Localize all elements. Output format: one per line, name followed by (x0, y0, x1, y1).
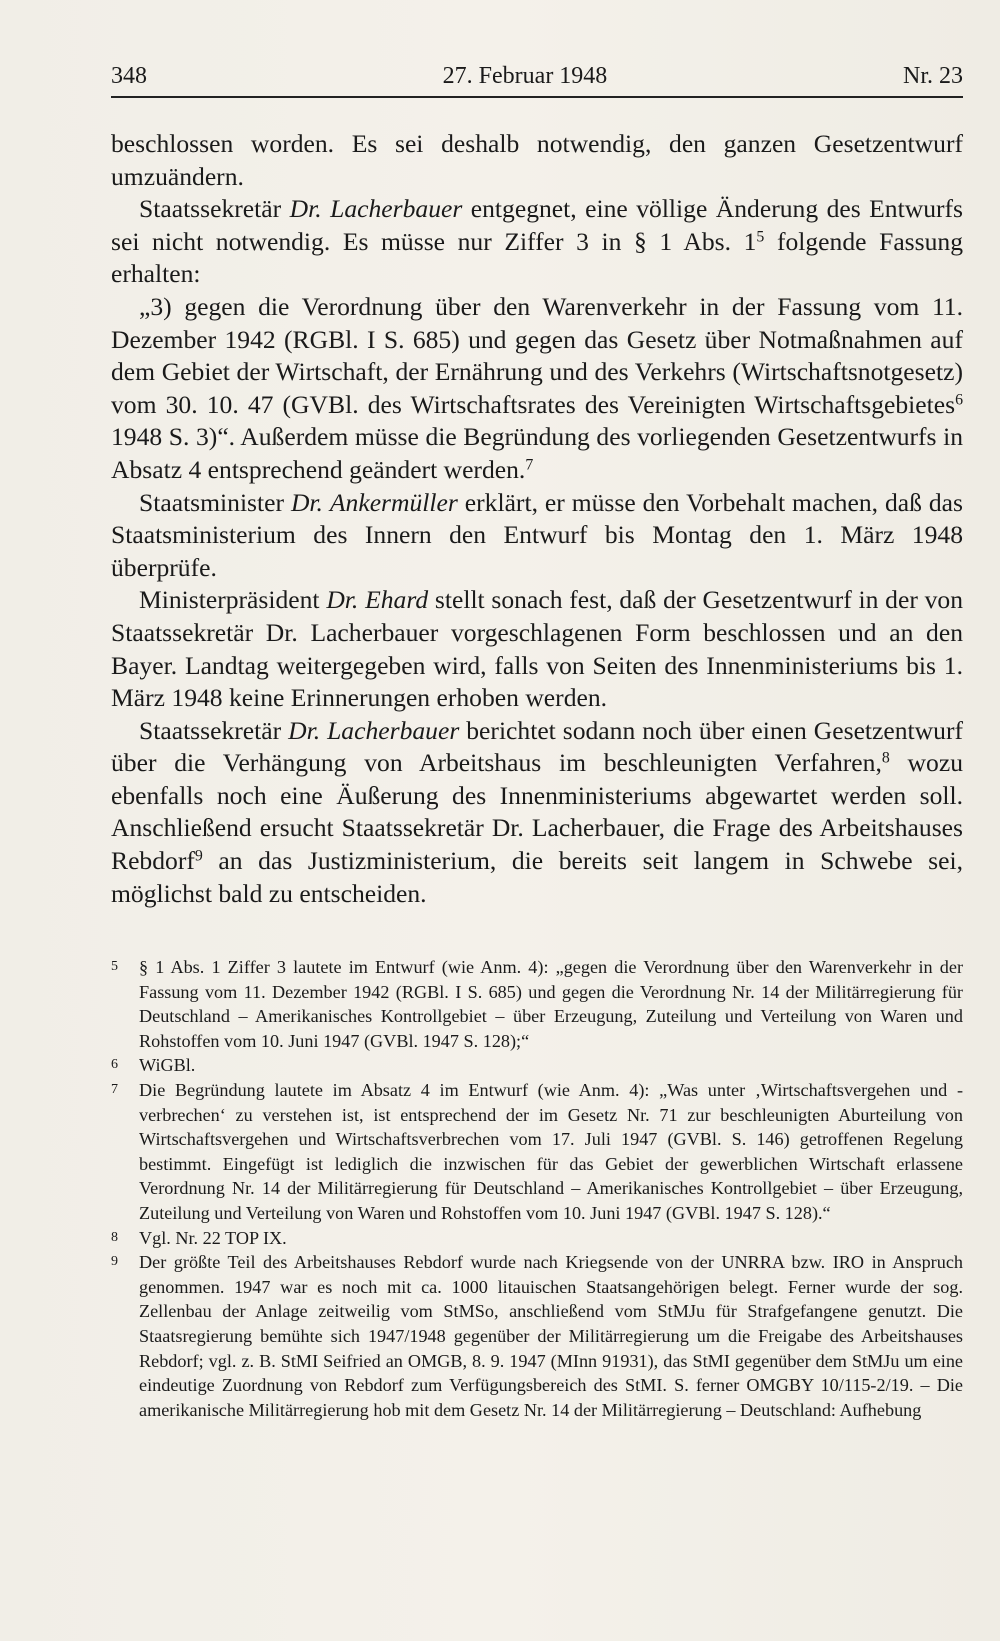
speaker-title: Dr. (326, 585, 359, 615)
paragraph: beschlossen worden. Es sei deshalb notwendig, den ganzen Gesetzentwurf umzuändern. (111, 129, 963, 191)
paragraph: „3) gegen die Verordnung über den Warenverkehr in der Fassung vom 11. Dezember 1942 (RGBl. I S. 685) und gegen das Gesetz über Notmaßnahmen auf dem Gebiet der Wirtschaft, der Ernährung und des Verkehrs (Wirtschaftsnotgesetz) vom 30. 10. 47 (GVBl. des Wirtschaftsrates des Vereinigten Wirtschaftsgebietes$^6$ 1948 S. 3)“. Außerdem müsse die Begründung des vorliegenden Gesetzentwurfs in Absatz 4 entsprechend geändert werden.$^7$ (111, 291, 963, 484)
main-text (111, 128, 963, 910)
footnote-ref: 9 (194, 847, 203, 865)
footnote-number: 6 (111, 1057, 118, 1073)
footnote-text: § 1 Abs. 1 Ziffer 3 lautete im Entwurf (wie Anm. 4): „gegen die Verordnung über den Warenverkehr in der Fassung vom 11. Dezember 1942 (RGBl. I S. 685) und gegen die Verordnung Nr. 14 der Militärregierung für Deutschland – Amerikanisches Kontrollgebiet – über Erzeugung, Zuteilung und Verteilung von Waren und Rohstoffen vom 10. Juni 1947 (GVBl. 1947 S. 128);“ (139, 957, 963, 1051)
paragraph: Staatsminister Dr. Ankermüller erklärt, er müsse den Vorbehalt machen, daß das Staatsministerium des Innern den Entwurf bis Montag den 1. März 1948 überprüfe. (111, 487, 963, 582)
speaker-title: Dr. (289, 194, 322, 224)
speaker-title: Dr. (290, 487, 323, 517)
paragraph: Ministerpräsident Dr. Ehard stellt sonach fest, daß der Gesetzentwurf in der von Staatssekretär Dr. Lacherbauer vorgeschlagenen Form beschlossen und an den Bayer. Landtag weitergegeben wird, falls von Seiten des Innenministeriums bis 1. März 1948 keine Erinnerungen erhoben werden. (111, 585, 963, 713)
speaker-title: Dr. (288, 715, 321, 745)
footnote-ref: 7 (525, 456, 534, 474)
footnotes (111, 955, 963, 1422)
header-date: 27. Februar 1948 (442, 63, 608, 89)
footnote (111, 1250, 963, 1422)
issue-number: Nr. 23 (902, 63, 963, 89)
footnote-number: 9 (111, 1254, 118, 1270)
page-header (111, 60, 963, 98)
footnote (111, 1226, 963, 1251)
footnote (111, 1078, 963, 1226)
paragraph: Staatssekretär Dr. Lacherbauer entgegnet, eine völlige Änderung des Entwurfs sei nicht notwendig. Es müsse nur Ziffer 3 in § 1 Abs. $1^5$ folgende Fassung erhalten: (111, 194, 964, 289)
footnote-number: 5 (111, 959, 118, 974)
page-number: 348 (111, 63, 147, 89)
speaker-name: Ehard (365, 585, 429, 615)
footnote-number: 8 (111, 1229, 118, 1245)
speaker-name: Ankermüller (329, 487, 458, 517)
footnote-text: WiGBl. (139, 1055, 196, 1076)
footnote (111, 955, 963, 1053)
footnote-text: Vgl. Nr. 22 TOP IX. (139, 1227, 287, 1248)
footnote-text: Die Begründung lautete im Absatz 4 im Entwurf (wie Anm. 4): „Was unter ‚Wirtschaftsvergehen und -verbrechen‘ zu verstehen ist, ist entsprechend der im Gesetz Nr. 71 zur beschleunigten Aburteilung von Wirtschaftsvergehen und Wirtschaftsverbrechen vom 17. Juli 1947 (GVBl. S. 146) getroffenen Regelung bestimmt. Eingefügt ist lediglich die inzwischen für das Gebiet der gewerblichen Wirtschaft erlassene Verordnung Nr. 14 der Militärregierung für Deutschland – Amerikanisches Kontrollgebiet – über Erzeugung, Zuteilung und Verteilung von Waren und Rohstoffen vom 10. Juni 1947 (GVBl. 1947 S. 128).“ (139, 1079, 963, 1223)
speaker-name: Lacherbauer (330, 194, 463, 224)
speaker-name: Lacherbauer (327, 715, 460, 745)
paragraph: Staatssekretär Dr. Lacherbauer berichtet sodann noch über einen Gesetzentwurf über die Verhängung von Arbeitshaus im beschleunigten Verfahren,$^8$ wozu ebenfalls noch eine Äußerung des Innenministeriums abgewartet werden soll. Anschließend ersucht Staatssekretär Dr. Lacherbauer, die Frage des Arbeitshauses Rebdorf$^9$ an das Justizministerium, die bereits seit langem in Schwebe sei, möglichst bald zu entscheiden. (111, 715, 963, 908)
footnote-text: Der größte Teil des Arbeitshauses Rebdorf wurde nach Kriegsende von der UNRRA bzw. IRO in Anspruch genommen. 1947 war es noch mit ca. 1000 litauischen Staatsangehörigen belegt. Ferner wurde der sog. Zellenbau der Anlage zeitweilig vom StMSo, anschließend vom StMJu für Strafgefangene genutzt. Die Staatsregierung bemühte sich 1947/1948 gegenüber der Militärregierung um die Freigabe des Arbeitshauses Rebdorf; vgl. z. B. StMI Seifried an OMGB, 8. 9. 1947 (MInn 91931), das StMI gegenüber dem StMJu um eine eindeutige Zuordnung von Rebdorf zum Verfügungsbereich des StMI. S. ferner OMGBY 10/115-2/19. – Die amerikanische Militärregierung hob mit dem Gesetz Nr. 14 der Militärregierung – Deutschland: Aufhebung (139, 1252, 963, 1420)
footnote-ref: 6 (955, 391, 963, 409)
footnote-ref: 8 (881, 749, 890, 767)
footnote (111, 1053, 963, 1078)
footnote-ref: 5 (756, 228, 765, 246)
footnote-number: 7 (111, 1081, 118, 1097)
